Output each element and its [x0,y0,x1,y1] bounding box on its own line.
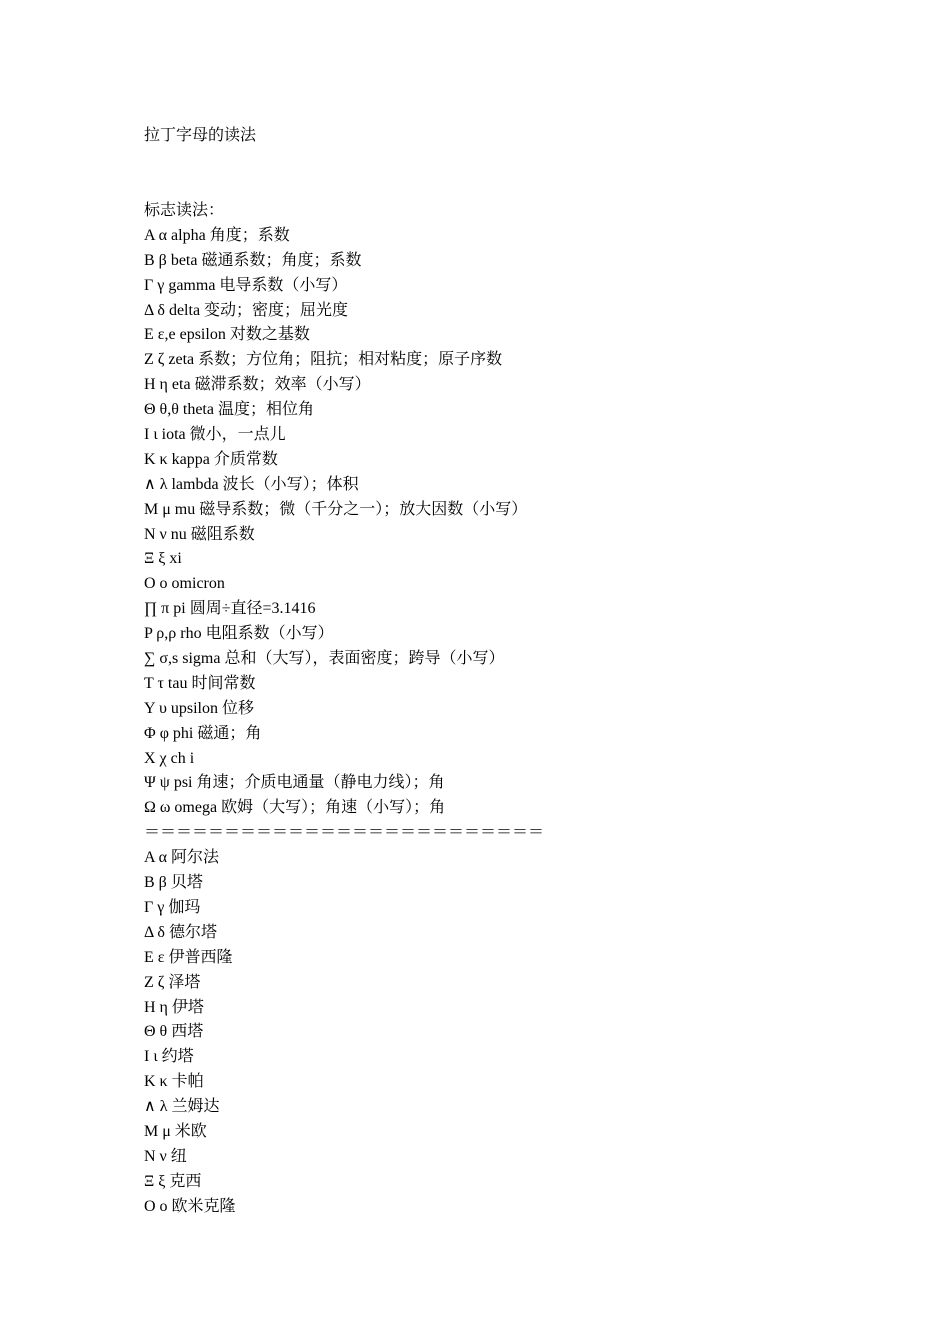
pronunciation-line-theta: Θ θ 西塔 [144,1023,204,1041]
usage-line-eta: H η eta 磁滞系数；效率（小写） [144,376,371,394]
pronunciation-line-beta: B β 贝塔 [144,874,203,892]
usage-line-gamma: Γ γ gamma 电导系数（小写） [144,276,348,294]
usage-line-delta: Δ δ delta 变动；密度；屈光度 [144,301,349,319]
usage-line-lambda: ∧ λ lambda 波长（小写）；体积 [144,475,359,493]
pronunciation-list [144,846,844,1219]
usage-line-nu: N ν nu 磁阻系数 [144,525,255,543]
usage-line-tau: T τ tau 时间常数 [144,674,256,692]
pronunciation-line-zeta: Z ζ 泽塔 [144,973,201,991]
pronunciation-line-lambda: ∧ λ 兰姆达 [144,1098,220,1116]
usage-line-kappa: K κ kappa 介质常数 [144,450,278,468]
usage-line-omicron: O ο omicron [144,575,225,593]
pronunciation-line-xi: Ξ ξ 克西 [144,1172,202,1190]
usage-line-xi: Ξ ξ xi [144,550,182,568]
usage-line-omega: Ω ω omega 欧姆（大写）；角速（小写）；角 [144,799,446,817]
pronunciation-line-kappa: K κ 卡帕 [144,1073,204,1091]
pronunciation-line-epsilon: E ε 伊普西隆 [144,948,233,966]
usage-line-sigma: ∑ σ,s sigma 总和（大写），表面密度；跨导（小写） [144,650,505,668]
usage-line-psi: Ψ ψ psi 角速；介质电通量（静电力线）；角 [144,774,445,792]
pronunciation-line-mu: M μ 米欧 [144,1122,207,1140]
usage-line-epsilon: E ε,e epsilon 对数之基数 [144,326,310,344]
usage-list [144,224,844,821]
usage-line-upsilon: Y υ upsilon 位移 [144,699,255,717]
document-title: 拉丁字母的读法 [144,127,257,144]
pronunciation-line-nu: N ν 纽 [144,1147,187,1165]
usage-line-iota: I ι iota 微小，一点儿 [144,426,286,444]
pronunciation-line-delta: Δ δ 德尔塔 [144,923,217,941]
usage-line-zeta: Z ζ zeta 系数；方位角；阻抗；相对粘度；原子序数 [144,351,503,369]
section-label: 标志读法： [144,202,225,219]
usage-line-chi: X χ ch i [144,749,195,767]
pronunciation-line-gamma: Γ γ 伽玛 [144,898,201,916]
pronunciation-line-eta: H η 伊塔 [144,998,204,1016]
section-separator: ＝＝＝＝＝＝＝＝＝＝＝＝＝＝＝＝＝＝＝＝＝＝＝＝＝ [144,824,545,842]
usage-line-phi: Φ φ phi 磁通；角 [144,724,262,742]
usage-line-alpha: A α alpha 角度；系数 [144,226,290,244]
usage-line-beta: B β beta 磁通系数；角度；系数 [144,251,362,269]
usage-line-theta: Θ θ,θ theta 温度；相位角 [144,401,314,419]
usage-line-rho: P ρ,ρ rho 电阻系数（小写） [144,625,334,643]
usage-line-pi: ∏ π pi 圆周÷直径=3.1416 [144,600,316,618]
pronunciation-line-alpha: A α 阿尔法 [144,849,220,867]
pronunciation-line-iota: I ι 约塔 [144,1048,194,1066]
document-body [144,199,844,1220]
usage-line-mu: M μ mu 磁导系数；微（千分之一）；放大因数（小写） [144,500,528,518]
pronunciation-line-omicron: O ο 欧米克隆 [144,1197,236,1215]
